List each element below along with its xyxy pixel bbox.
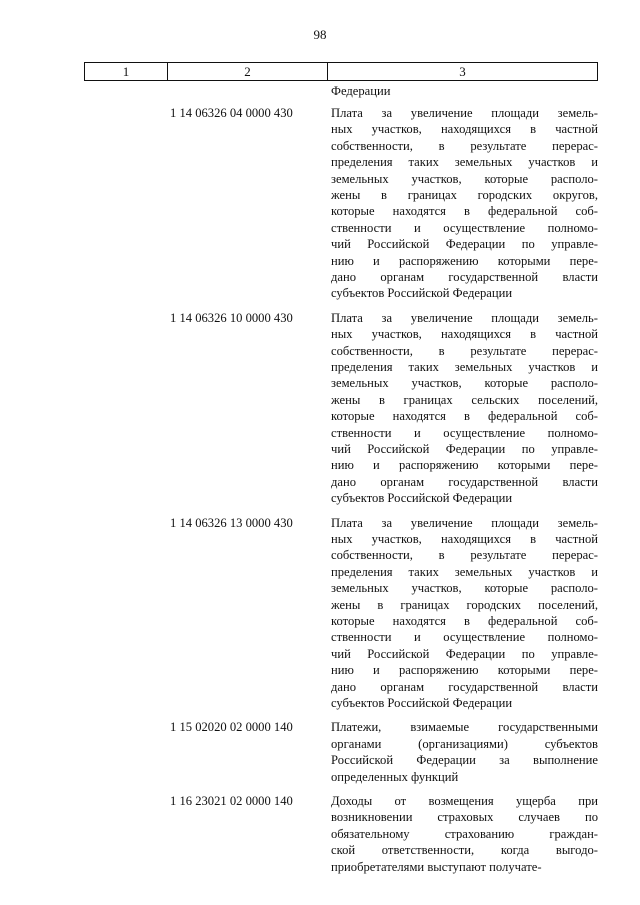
description-line: ственности и осуществление полномо-	[331, 630, 598, 645]
description-line: собственности, в результате перерас-	[331, 343, 598, 358]
description-line: пределения таких земельных участков и	[331, 155, 598, 170]
description-line: ных участков, находящихся в частной	[331, 122, 598, 137]
description-line: Российской Федерации за выполнение	[331, 753, 598, 768]
description-line: субъектов Российской Федерации	[331, 286, 513, 301]
description-line: Платежи, взимаемые государственными	[331, 720, 598, 735]
revenue-description	[331, 719, 598, 785]
description-line: собственности, в результате перерас-	[331, 138, 598, 153]
description-line: ных участков, находящихся в частной	[331, 531, 598, 546]
description-line: возникновении страховых случаев по	[331, 810, 598, 825]
description-line: жены в границах городских округов,	[331, 187, 598, 202]
description-line: пределения таких земельных участков и	[331, 564, 598, 579]
description-line: дано органам государственной власти	[331, 679, 598, 694]
description-line: чий Российской Федерации по управле-	[331, 441, 598, 456]
description-line: ской ответственности, когда выгодо-	[331, 843, 598, 858]
header-col-1: 1	[85, 63, 168, 80]
header-col-3: 3	[459, 64, 466, 79]
description-line: органами (организациями) субъектов	[331, 736, 598, 751]
header-col-2: 2	[168, 63, 328, 80]
description-line: земельных участков, которые располо-	[331, 171, 598, 186]
description-line: жены в границах городских поселений,	[331, 597, 598, 612]
description-line: ственности и осуществление полномо-	[331, 425, 598, 440]
description-line: обязательному страхованию граждан-	[331, 826, 598, 841]
description-line: собственности, в результате перерас-	[331, 548, 598, 563]
classification-code: 1 14 06326 04 0000 430	[170, 106, 293, 120]
description-line: субъектов Российской Федерации	[331, 491, 513, 506]
description-line: земельных участков, которые располо-	[331, 581, 598, 596]
classification-code: 1 14 06326 13 0000 430	[170, 515, 293, 530]
revenue-description	[331, 793, 598, 875]
table-header	[84, 62, 598, 81]
description-line: которые находятся в федеральной соб-	[331, 204, 598, 219]
description-line: дано органам государственной власти	[331, 269, 598, 284]
classification-code: 1 16 23021 02 0000 140	[170, 794, 293, 808]
continued-text: Федерации	[331, 84, 391, 98]
revenue-description	[331, 310, 598, 507]
description-line: определенных функций	[331, 769, 459, 784]
description-line: которые находятся в федеральной соб-	[331, 613, 598, 628]
description-line: Доходы от возмещения ущерба при	[331, 794, 598, 808]
revenue-description	[331, 515, 598, 712]
description-line: приобретателями выступают получате-	[331, 859, 542, 874]
description-line: субъектов Российской Федерации	[331, 695, 513, 710]
description-line: земельных участков, которые располо-	[331, 376, 598, 391]
description-line: чий Российской Федерации по управле-	[331, 237, 598, 252]
description-line: чий Российской Федерации по управле-	[331, 646, 598, 661]
description-line: которые находятся в федеральной соб-	[331, 409, 598, 424]
description-line: нию и распоряжению которыми пере-	[331, 663, 598, 678]
description-line: нию и распоряжению которыми пере-	[331, 458, 598, 473]
description-line: нию и распоряжению которыми пере-	[331, 253, 598, 268]
classification-code: 1 15 02020 02 0000 140	[170, 720, 293, 735]
description-line: пределения таких земельных участков и	[331, 359, 598, 374]
description-line: жены в границах сельских поселений,	[331, 392, 598, 407]
revenue-description	[331, 105, 598, 302]
classification-code: 1 14 06326 10 0000 430	[170, 310, 293, 325]
description-line: ных участков, находящихся в частной	[331, 327, 598, 342]
description-line: ственности и осуществление полномо-	[331, 220, 598, 235]
description-line: дано органам государственной власти	[331, 474, 598, 489]
page-number: 98	[313, 27, 327, 42]
description-line: Плата за увеличение площади земель-	[331, 310, 598, 325]
description-line: Плата за увеличение площади земель-	[331, 515, 598, 530]
description-line: Плата за увеличение площади земель-	[331, 106, 598, 120]
